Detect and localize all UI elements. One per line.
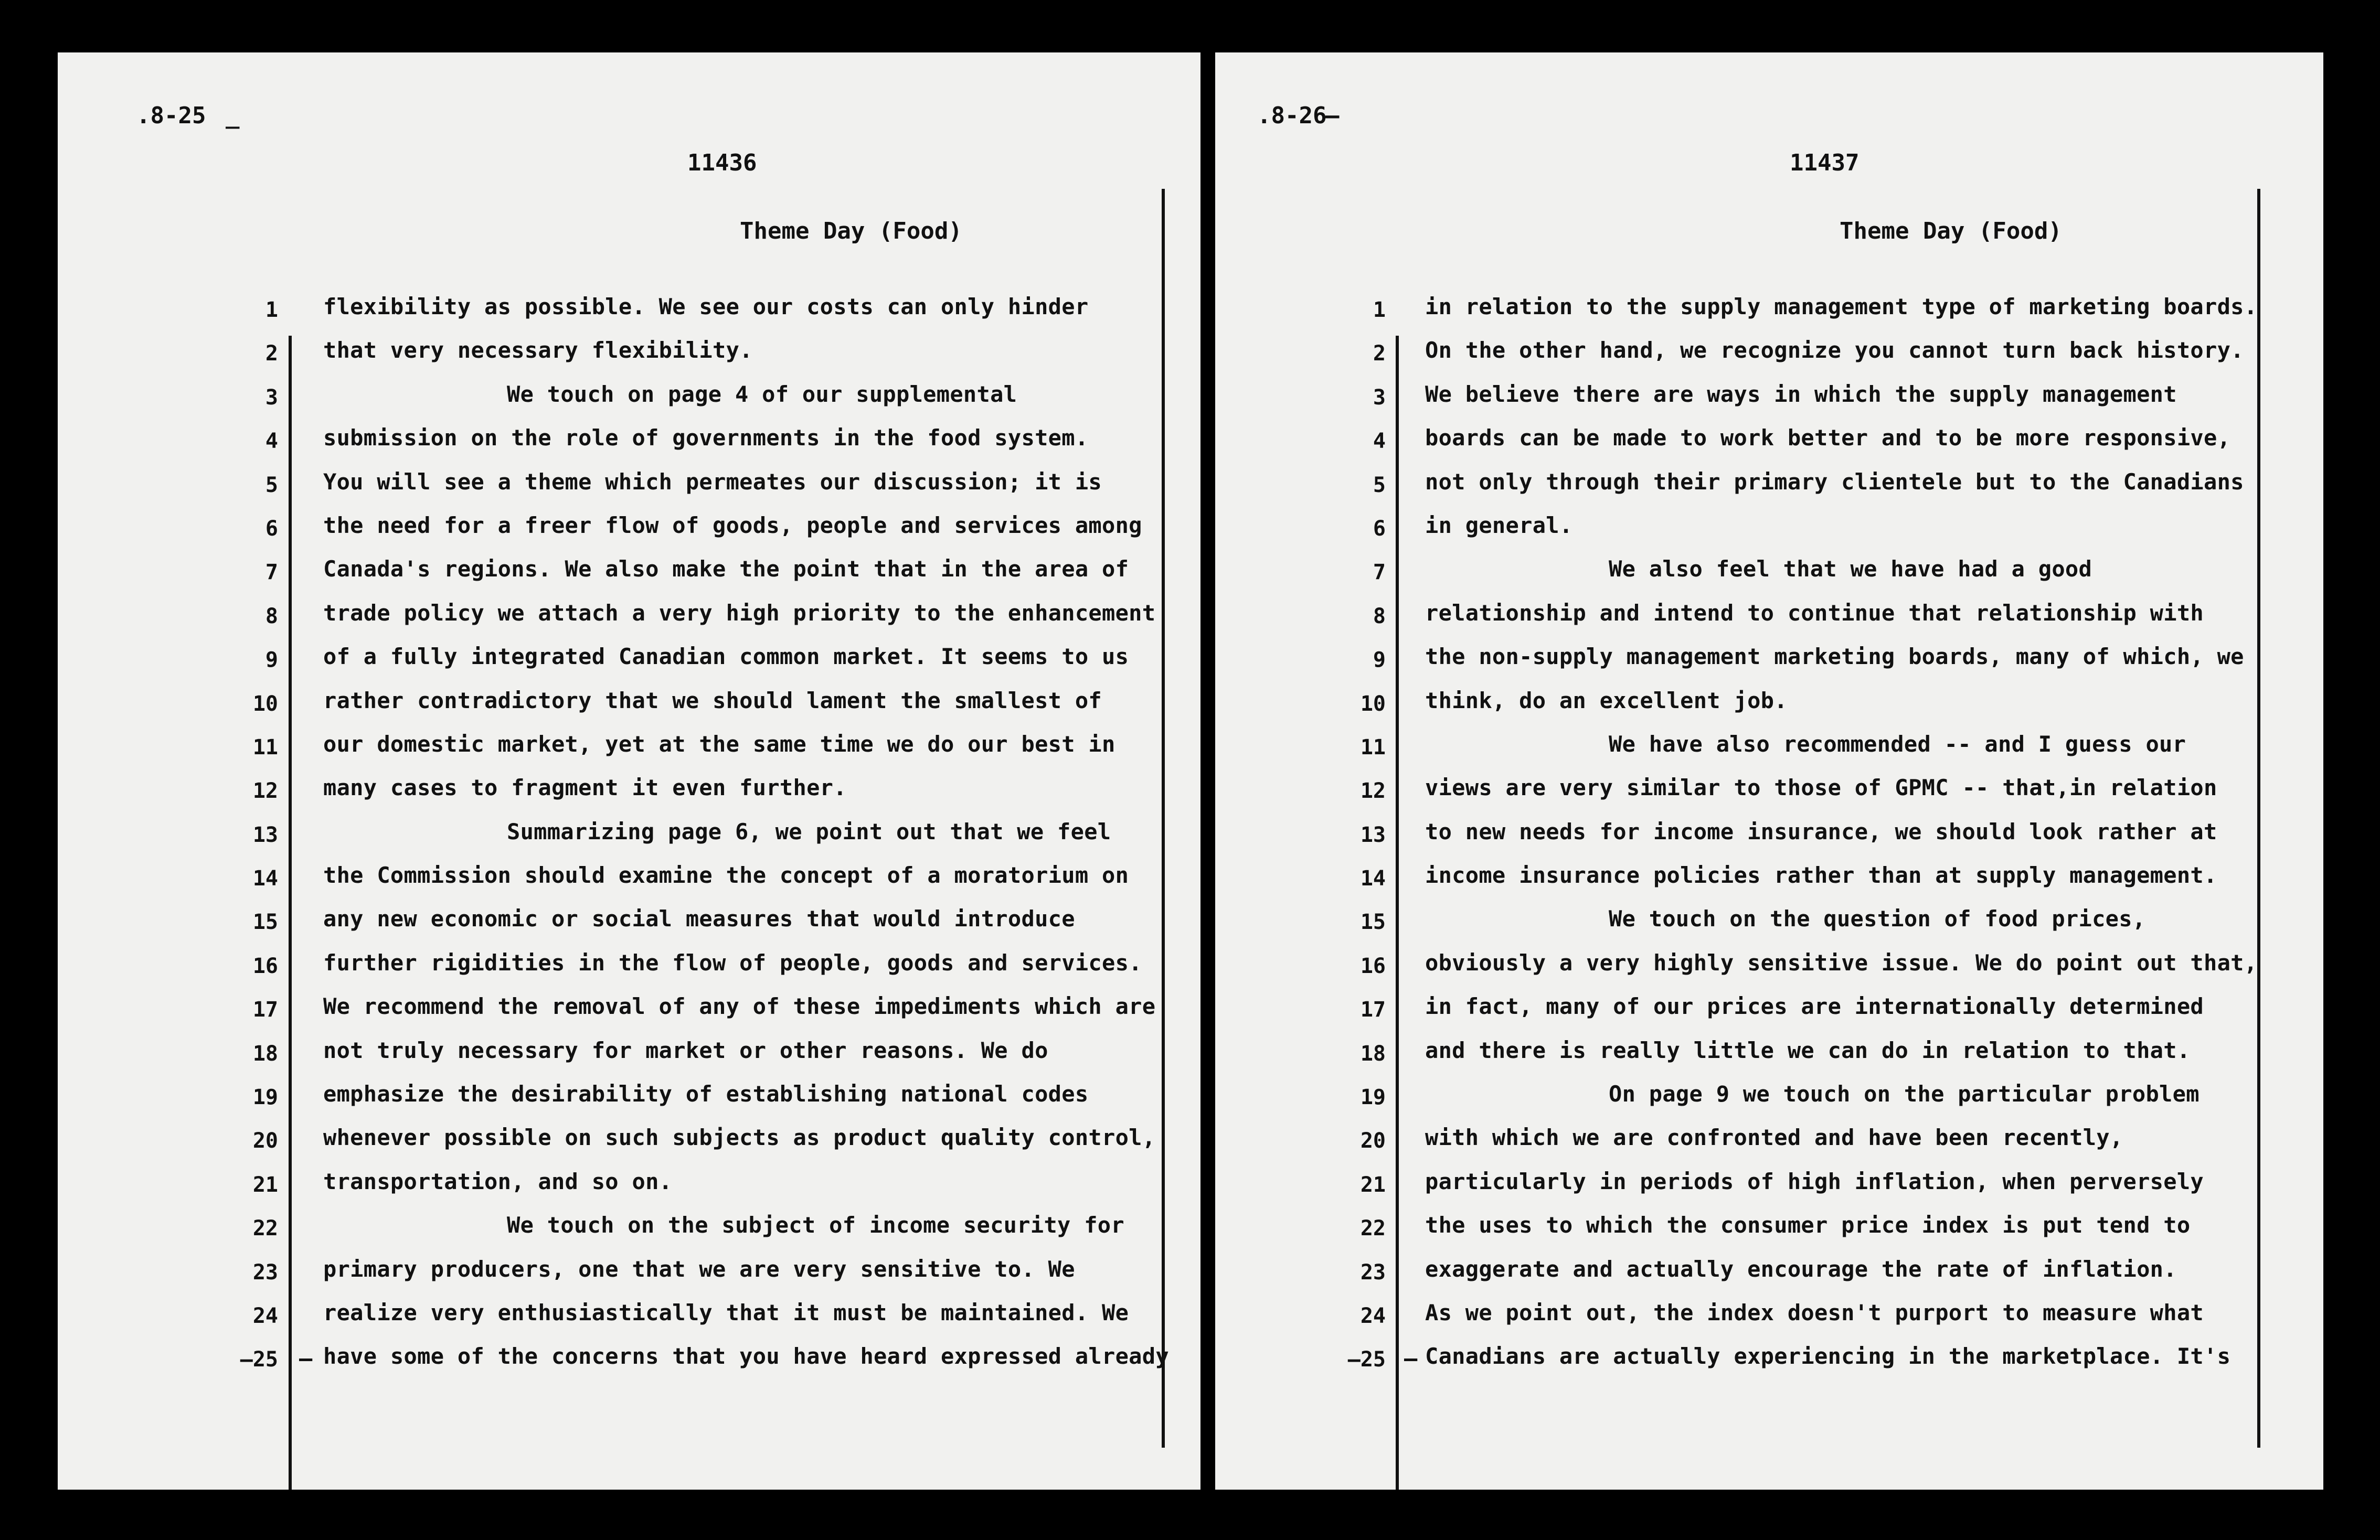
line-text: We touch on page 4 of our supplemental bbox=[507, 381, 1017, 407]
transcript-line bbox=[58, 600, 1200, 644]
line-number: 17 bbox=[1360, 998, 1386, 1022]
line-number: 12 bbox=[1360, 779, 1386, 804]
line-text: to new needs for income insurance, we should look rather at bbox=[1425, 818, 2217, 844]
header-dash: _ bbox=[226, 102, 240, 129]
transcript-line bbox=[1215, 1081, 2323, 1125]
line-number: 24 bbox=[1360, 1303, 1386, 1328]
line-text: the need for a freer flow of goods, people and services among bbox=[323, 512, 1142, 538]
line-marker-dash: — bbox=[1404, 1345, 1418, 1372]
line-number: 11 bbox=[1360, 735, 1386, 760]
line-text: not truly necessary for market or other reasons. We do bbox=[323, 1037, 1048, 1063]
line-text: boards can be made to work better and to be more responsive, bbox=[1425, 425, 2231, 451]
line-number: 10 bbox=[252, 691, 278, 716]
line-number: 14 bbox=[1360, 867, 1386, 891]
transcript-line bbox=[58, 1081, 1200, 1125]
transcript-line bbox=[58, 512, 1200, 556]
line-number: 22 bbox=[1360, 1216, 1386, 1241]
line-number: 13 bbox=[1360, 822, 1386, 847]
line-text: relationship and intend to continue that relationship with bbox=[1425, 600, 2204, 626]
transcript-line bbox=[58, 775, 1200, 818]
transcript-line bbox=[58, 1169, 1200, 1212]
transcript-line bbox=[58, 862, 1200, 906]
transcript-line bbox=[58, 1343, 1200, 1387]
line-text: On the other hand, we recognize you cannot turn back history. bbox=[1425, 337, 2244, 363]
line-text: particularly in periods of high inflation, when perversely bbox=[1425, 1168, 2204, 1194]
line-number: 17 bbox=[252, 998, 278, 1022]
line-number: 3 bbox=[265, 385, 278, 410]
line-number: 15 bbox=[252, 910, 278, 935]
line-text: We recommend the removal of any of these impediments which are bbox=[323, 993, 1156, 1020]
line-text: of a fully integrated Canadian common market. It seems to us bbox=[323, 644, 1129, 670]
line-text: We also feel that we have had a good bbox=[1609, 556, 2092, 582]
line-text: You will see a theme which permeates our discussion; it is bbox=[323, 468, 1102, 495]
transcript-id: .8-25 bbox=[136, 102, 206, 129]
line-number: 23 bbox=[252, 1260, 278, 1285]
line-number: 18 bbox=[252, 1041, 278, 1066]
line-number: 6 bbox=[1373, 516, 1386, 541]
line-number: 19 bbox=[252, 1085, 278, 1110]
line-text: and there is really little we can do in relation to that. bbox=[1425, 1037, 2191, 1063]
transcript-line bbox=[1215, 1212, 2323, 1256]
transcript-line bbox=[1215, 731, 2323, 775]
transcript-line bbox=[58, 1256, 1200, 1300]
line-number: 1 bbox=[1373, 298, 1386, 322]
line-text: On page 9 we touch on the particular problem bbox=[1609, 1081, 2200, 1107]
line-number: 13 bbox=[252, 822, 278, 847]
line-number: 8 bbox=[265, 604, 278, 628]
transcript-line bbox=[58, 294, 1200, 337]
line-number: 24 bbox=[252, 1303, 278, 1328]
line-number: 21 bbox=[252, 1172, 278, 1197]
line-number: —25 bbox=[1347, 1348, 1386, 1372]
line-text: our domestic market, yet at the same time we do our best in bbox=[323, 731, 1115, 757]
transcript-line bbox=[58, 1300, 1200, 1343]
line-text: exaggerate and actually encourage the rate of inflation. bbox=[1425, 1256, 2177, 1282]
transcript-line bbox=[58, 731, 1200, 775]
transcript-line bbox=[58, 906, 1200, 949]
transcript-line bbox=[1215, 294, 2323, 337]
line-number: 9 bbox=[265, 648, 278, 672]
line-number: 22 bbox=[252, 1216, 278, 1241]
line-number: 9 bbox=[1373, 648, 1386, 672]
line-number: 7 bbox=[265, 560, 278, 585]
line-text: many cases to fragment it even further. bbox=[323, 775, 847, 801]
line-text: the Commission should examine the concept of a moratorium on bbox=[323, 862, 1129, 889]
line-text: rather contradictory that we should lament the smallest of bbox=[323, 687, 1102, 713]
line-text: that very necessary flexibility. bbox=[323, 337, 753, 363]
transcript-line bbox=[1215, 425, 2323, 468]
transcript-line bbox=[58, 1212, 1200, 1256]
line-text: not only through their primary clientele but to the Canadians bbox=[1425, 468, 2244, 495]
line-number: 5 bbox=[1373, 473, 1386, 497]
line-text: We have also recommended -- and I guess our bbox=[1609, 731, 2186, 757]
line-text: We believe there are ways in which the supply management bbox=[1425, 381, 2177, 407]
transcript-lines bbox=[1215, 294, 2323, 1387]
transcript-line bbox=[58, 1038, 1200, 1081]
line-text: in relation to the supply management type of marketing boards. bbox=[1425, 294, 2258, 319]
line-number: —25 bbox=[240, 1348, 278, 1372]
line-number: 15 bbox=[1360, 910, 1386, 935]
line-text: emphasize the desirability of establishing national codes bbox=[323, 1081, 1089, 1107]
line-text: transportation, and so on. bbox=[323, 1168, 673, 1194]
line-number: 16 bbox=[252, 954, 278, 978]
line-text: obviously a very highly sensitive issue. We do point out that, bbox=[1425, 949, 2258, 976]
line-number: 10 bbox=[1360, 691, 1386, 716]
line-text: think, do an excellent job. bbox=[1425, 687, 1788, 713]
line-number: 14 bbox=[252, 867, 278, 891]
line-number: 12 bbox=[252, 779, 278, 804]
transcript-line bbox=[1215, 862, 2323, 906]
line-number: 18 bbox=[1360, 1041, 1386, 1066]
transcript-line bbox=[1215, 600, 2323, 644]
line-number: 21 bbox=[1360, 1172, 1386, 1197]
line-number: 20 bbox=[252, 1129, 278, 1153]
line-number: 2 bbox=[1373, 341, 1386, 366]
line-number: 6 bbox=[265, 516, 278, 541]
transcript-line bbox=[1215, 775, 2323, 818]
line-number: 1 bbox=[265, 298, 278, 322]
line-number: 4 bbox=[1373, 429, 1386, 454]
line-text: submission on the role of governments in the food system. bbox=[323, 425, 1089, 451]
line-text: trade policy we attach a very high priority to the enhancement bbox=[323, 600, 1156, 626]
line-text: We touch on the question of food prices, bbox=[1609, 906, 2146, 932]
transcript-line bbox=[1215, 556, 2323, 600]
transcript-line bbox=[58, 425, 1200, 468]
transcript-line bbox=[1215, 906, 2323, 949]
transcript-page-right bbox=[1215, 52, 2323, 1490]
line-text: Summarizing page 6, we point out that we feel bbox=[507, 818, 1111, 844]
transcript-line bbox=[58, 1125, 1200, 1168]
line-text: have some of the concerns that you have heard expressed already bbox=[323, 1343, 1169, 1370]
line-text: flexibility as possible. We see our costs can only hinder bbox=[323, 294, 1089, 319]
transcript-lines bbox=[58, 294, 1200, 1387]
line-text: views are very similar to those of GPMC -- that,in relation bbox=[1425, 775, 2217, 801]
transcript-line bbox=[1215, 950, 2323, 993]
line-text: Canadians are actually experiencing in the marketplace. It's bbox=[1425, 1343, 2231, 1370]
transcript-line bbox=[58, 819, 1200, 862]
transcript-line bbox=[1215, 512, 2323, 556]
line-text: any new economic or social measures that would introduce bbox=[323, 906, 1075, 932]
transcript-line bbox=[1215, 1300, 2323, 1343]
transcript-id: .8-26 bbox=[1257, 102, 1327, 129]
transcript-line bbox=[1215, 1169, 2323, 1212]
transcript-line bbox=[1215, 469, 2323, 512]
line-text: in general. bbox=[1425, 512, 1573, 538]
transcript-line bbox=[58, 337, 1200, 381]
line-number: 16 bbox=[1360, 954, 1386, 978]
header-dash: — bbox=[1325, 102, 1340, 129]
transcript-line bbox=[58, 469, 1200, 512]
transcript-line bbox=[1215, 819, 2323, 862]
line-number: 8 bbox=[1373, 604, 1386, 628]
transcript-line bbox=[1215, 688, 2323, 731]
transcript-line bbox=[58, 993, 1200, 1037]
transcript-page-left bbox=[58, 52, 1200, 1490]
line-number: 7 bbox=[1373, 560, 1386, 585]
transcript-line bbox=[58, 688, 1200, 731]
line-number: 5 bbox=[265, 473, 278, 497]
line-number: 20 bbox=[1360, 1129, 1386, 1153]
line-number: 11 bbox=[252, 735, 278, 760]
line-number: 4 bbox=[265, 429, 278, 454]
page-number: 11436 bbox=[687, 149, 757, 176]
transcript-line bbox=[1215, 1343, 2323, 1387]
line-text: realize very enthusiastically that it must be maintained. We bbox=[323, 1299, 1129, 1325]
transcript-line bbox=[1215, 644, 2323, 687]
transcript-line bbox=[1215, 993, 2323, 1037]
line-text: in fact, many of our prices are internationally determined bbox=[1425, 993, 2204, 1020]
line-text: the uses to which the consumer price index is put tend to bbox=[1425, 1212, 2191, 1238]
line-number: 2 bbox=[265, 341, 278, 366]
transcript-line bbox=[1215, 337, 2323, 381]
transcript-line bbox=[58, 381, 1200, 425]
line-number: 23 bbox=[1360, 1260, 1386, 1285]
page-number: 11437 bbox=[1790, 149, 1860, 176]
line-text: Canada's regions. We also make the point that in the area of bbox=[323, 556, 1129, 582]
transcript-line bbox=[1215, 1038, 2323, 1081]
line-text: As we point out, the index doesn't purport to measure what bbox=[1425, 1299, 2204, 1325]
line-number: 3 bbox=[1373, 385, 1386, 410]
transcript-line bbox=[1215, 1256, 2323, 1300]
page-title: Theme Day (Food) bbox=[1840, 218, 2062, 244]
transcript-line bbox=[58, 644, 1200, 687]
line-text: whenever possible on such subjects as product quality control, bbox=[323, 1125, 1156, 1151]
line-text: with which we are confronted and have been recently, bbox=[1425, 1125, 2123, 1151]
transcript-line bbox=[1215, 381, 2323, 425]
line-number: 19 bbox=[1360, 1085, 1386, 1110]
line-text: income insurance policies rather than at supply management. bbox=[1425, 862, 2217, 889]
line-text: the non-supply management marketing boards, many of which, we bbox=[1425, 644, 2244, 670]
line-text: We touch on the subject of income security for bbox=[507, 1212, 1124, 1238]
line-text: further rigidities in the flow of people, goods and services. bbox=[323, 949, 1142, 976]
transcript-line bbox=[58, 556, 1200, 600]
line-text: primary producers, one that we are very sensitive to. We bbox=[323, 1256, 1075, 1282]
transcript-line bbox=[58, 950, 1200, 993]
line-marker-dash: — bbox=[299, 1345, 313, 1372]
transcript-line bbox=[1215, 1125, 2323, 1168]
page-title: Theme Day (Food) bbox=[740, 218, 962, 244]
